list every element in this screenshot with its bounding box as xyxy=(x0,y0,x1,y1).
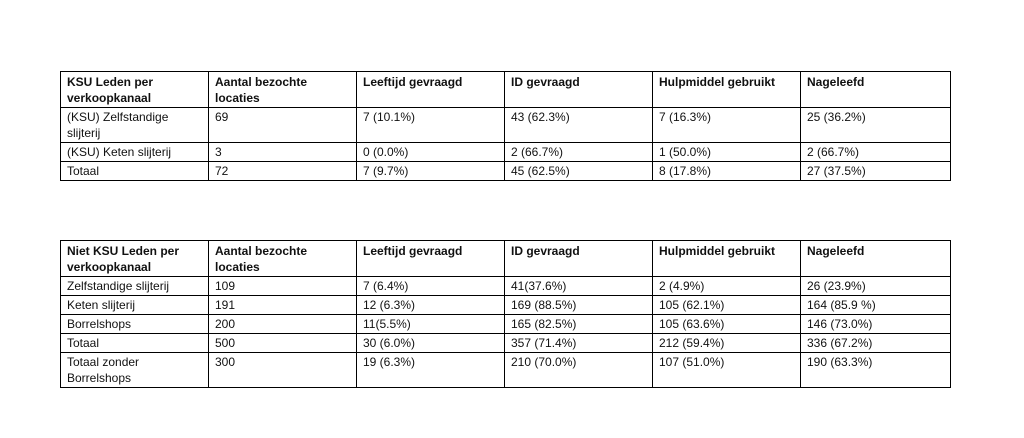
cell-visited-locations: 69 xyxy=(209,108,357,143)
cell-visited-locations: 72 xyxy=(209,162,357,181)
cell-visited-locations: 3 xyxy=(209,143,357,162)
cell-compliant: 27 (37.5%) xyxy=(801,162,951,181)
cell-id-asked: 45 (62.5%) xyxy=(505,162,653,181)
table-row xyxy=(61,315,951,334)
cell-aid-used: 212 (59.4%) xyxy=(653,334,801,353)
cell-id-asked: 210 (70.0%) xyxy=(505,353,653,388)
table-row-total xyxy=(61,162,951,181)
header-age-asked: Leeftijd gevraagd xyxy=(357,241,505,277)
cell-id-asked: 43 (62.3%) xyxy=(505,108,653,143)
header-sales-channel: Niet KSU Leden per verkoopkanaal xyxy=(61,241,209,277)
cell-compliant: 190 (63.3%) xyxy=(801,353,951,388)
cell-age-asked: 11(5.5%) xyxy=(357,315,505,334)
cell-aid-used: 8 (17.8%) xyxy=(653,162,801,181)
ksu-members-table xyxy=(60,71,951,181)
cell-sales-channel: Keten slijterij xyxy=(61,296,209,315)
cell-sales-channel: Totaal zonder Borrelshops xyxy=(61,353,209,388)
header-compliant: Nageleefd xyxy=(801,72,951,108)
header-id-asked: ID gevraagd xyxy=(505,241,653,277)
table-row xyxy=(61,108,951,143)
cell-aid-used: 1 (50.0%) xyxy=(653,143,801,162)
header-compliant: Nageleefd xyxy=(801,241,951,277)
cell-compliant: 2 (66.7%) xyxy=(801,143,951,162)
cell-sales-channel: Totaal xyxy=(61,334,209,353)
cell-id-asked: 169 (88.5%) xyxy=(505,296,653,315)
table-header-row xyxy=(61,72,951,108)
cell-visited-locations: 109 xyxy=(209,277,357,296)
header-aid-used: Hulpmiddel gebruikt xyxy=(653,72,801,108)
table-row xyxy=(61,296,951,315)
cell-age-asked: 0 (0.0%) xyxy=(357,143,505,162)
cell-id-asked: 165 (82.5%) xyxy=(505,315,653,334)
cell-sales-channel: Totaal xyxy=(61,162,209,181)
cell-visited-locations: 200 xyxy=(209,315,357,334)
header-aid-used: Hulpmiddel gebruikt xyxy=(653,241,801,277)
cell-compliant: 164 (85.9 %) xyxy=(801,296,951,315)
header-visited-locations: Aantal bezochte locaties xyxy=(209,72,357,108)
cell-aid-used: 107 (51.0%) xyxy=(653,353,801,388)
cell-sales-channel: (KSU) Keten slijterij xyxy=(61,143,209,162)
cell-visited-locations: 500 xyxy=(209,334,357,353)
cell-compliant: 336 (67.2%) xyxy=(801,334,951,353)
cell-visited-locations: 191 xyxy=(209,296,357,315)
cell-visited-locations: 300 xyxy=(209,353,357,388)
cell-id-asked: 2 (66.7%) xyxy=(505,143,653,162)
cell-aid-used: 7 (16.3%) xyxy=(653,108,801,143)
header-visited-locations: Aantal bezochte locaties xyxy=(209,241,357,277)
cell-aid-used: 105 (62.1%) xyxy=(653,296,801,315)
header-id-asked: ID gevraagd xyxy=(505,72,653,108)
cell-age-asked: 30 (6.0%) xyxy=(357,334,505,353)
cell-age-asked: 19 (6.3%) xyxy=(357,353,505,388)
table-row xyxy=(61,277,951,296)
cell-compliant: 146 (73.0%) xyxy=(801,315,951,334)
cell-aid-used: 2 (4.9%) xyxy=(653,277,801,296)
cell-sales-channel: Borrelshops xyxy=(61,315,209,334)
table-header-row xyxy=(61,241,951,277)
cell-aid-used: 105 (63.6%) xyxy=(653,315,801,334)
cell-age-asked: 7 (10.1%) xyxy=(357,108,505,143)
cell-sales-channel: Zelfstandige slijterij xyxy=(61,277,209,296)
cell-age-asked: 7 (6.4%) xyxy=(357,277,505,296)
table-row xyxy=(61,143,951,162)
cell-id-asked: 41(37.6%) xyxy=(505,277,653,296)
cell-compliant: 25 (36.2%) xyxy=(801,108,951,143)
header-sales-channel: KSU Leden per verkoopkanaal xyxy=(61,72,209,108)
non-ksu-members-table xyxy=(60,240,951,388)
cell-id-asked: 357 (71.4%) xyxy=(505,334,653,353)
cell-compliant: 26 (23.9%) xyxy=(801,277,951,296)
header-age-asked: Leeftijd gevraagd xyxy=(357,72,505,108)
cell-age-asked: 12 (6.3%) xyxy=(357,296,505,315)
table-row-total xyxy=(61,334,951,353)
cell-sales-channel: (KSU) Zelfstandige slijterij xyxy=(61,108,209,143)
table-row-total-excl-borrelshops xyxy=(61,353,951,388)
cell-age-asked: 7 (9.7%) xyxy=(357,162,505,181)
